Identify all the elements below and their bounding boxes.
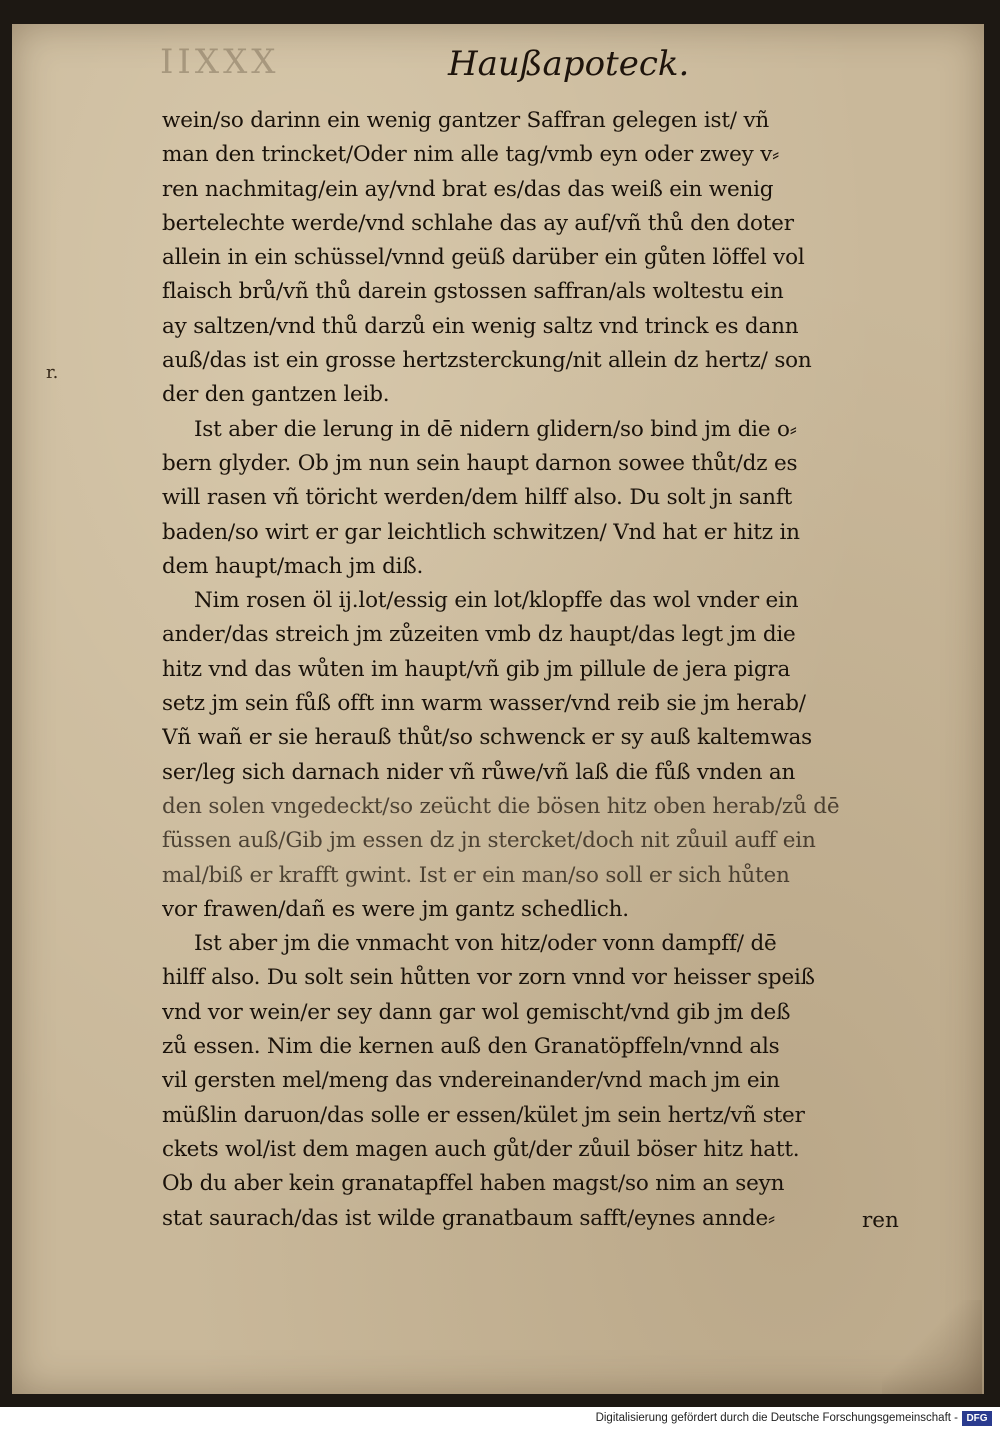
text-line: vil gersten mel/meng das vndereinander/vnd mach jm ein: [162, 1068, 780, 1094]
text-line: man den trincket/Oder nim alle tag/vmb eyn oder zwey v⸗: [162, 142, 780, 168]
text-line: stat saurach/das ist wilde granatbaum safft/eynes annde⸗: [162, 1205, 775, 1231]
text-line: baden/so wirt er gar leichtlich schwitzen/ Vnd hat er hitz in: [162, 519, 800, 545]
text-line: ckets wol/ist dem magen auch gůt/der zůuil böser hitz hatt.: [162, 1136, 800, 1162]
text-line: vor frawen/dañ es were jm gantz schedlich.: [162, 896, 629, 922]
text-line: setz jm sein fůß offt inn warm wasser/vnd reib sie jm herab/: [162, 691, 806, 717]
text-line: müßlin daruon/das solle er essen/kület jm sein hertz/vñ ster: [162, 1102, 805, 1128]
text-line: flaisch brů/vñ thů darein gstossen saffran/als woltestu ein: [162, 279, 784, 305]
paragraph-start-line: Nim rosen öl ij.lot/essig ein lot/klopffe das wol vnder ein: [194, 588, 799, 614]
text-line: Ob du aber kein granatapffel haben magst/so nim an seyn: [162, 1171, 785, 1197]
text-line: Vñ wañ er sie herauß thůt/so schwenck er sy auß kaltemwas: [162, 725, 812, 751]
folio-number: IIXXX: [160, 42, 280, 82]
text-line: ren nachmitag/ein ay/vnd brat es/das das weiß ein wenig: [162, 176, 774, 202]
text-line: auß/das ist ein grosse hertzsterckung/nit allein dz hertz/ son: [162, 348, 812, 374]
text-line: bertelechte werde/vnd schlahe das ay auf/vñ thů den doter: [162, 210, 794, 236]
dfg-logo-icon: DFG: [962, 1411, 992, 1426]
text-line: will rasen vñ töricht werden/dem hilff also. Du solt jn sanft: [162, 485, 793, 511]
text-line: der den gantzen leib.: [162, 382, 390, 408]
text-line: zů essen. Nim die kernen auß den Granatöpffeln/vnnd als: [162, 1034, 780, 1060]
paragraph-start-line: Ist aber die lerung in dē nidern glidern/so bind jm die o⸗: [194, 416, 797, 442]
text-line: hitz vnd das wůten im haupt/vñ gib jm pillule de jera pigra: [162, 656, 791, 682]
paragraph-start-line: Ist aber jm die vnmacht von hitz/oder vonn dampff/ dē: [194, 931, 777, 957]
text-line: dem haupt/mach jm diß.: [162, 553, 424, 579]
text-line: vnd vor wein/er sey dann gar wol gemischt/vnd gib jm deß: [162, 999, 791, 1025]
body-text: [162, 104, 924, 1236]
text-line: ser/leg sich darnach nider vñ růwe/vñ laß die fůß vnden an: [162, 759, 796, 785]
text-line: den solen vngedeckt/so zeücht die bösen hitz oben herab/zů dē: [162, 793, 840, 819]
text-line: allein in ein schüssel/vnnd geüß darüber ein gůten löffel vol: [162, 245, 805, 271]
text-line: mal/biß er krafft gwint. Ist er ein man/so soll er sich hůten: [162, 862, 790, 888]
catchword: ren: [862, 1208, 899, 1233]
text-line: ay saltzen/vnd thů darzů ein wenig saltz vnd trinck es dann: [162, 313, 799, 339]
page-corner-shadow: [882, 1300, 982, 1394]
margin-mark: r.: [46, 362, 59, 383]
funding-credit: Digitalisierung gefördert durch die Deutsche Forschungsgemeinschaft -: [595, 1412, 958, 1424]
text-line: wein/so darinn ein wenig gantzer Saffran gelegen ist/ vñ: [162, 108, 770, 133]
text-line: hilff also. Du solt sein hůtten vor zorn vnnd vor heisser speiß: [162, 965, 815, 991]
text-line: bern glyder. Ob jm nun sein haupt darnon sowee thůt/dz es: [162, 450, 798, 476]
running-head: Haußapoteck.: [448, 44, 690, 84]
text-line: ander/das streich jm zůzeiten vmb dz haupt/das legt jm die: [162, 622, 796, 648]
text-line: füssen auß/Gib jm essen dz jn stercket/doch nit zůuil auff ein: [162, 828, 816, 854]
